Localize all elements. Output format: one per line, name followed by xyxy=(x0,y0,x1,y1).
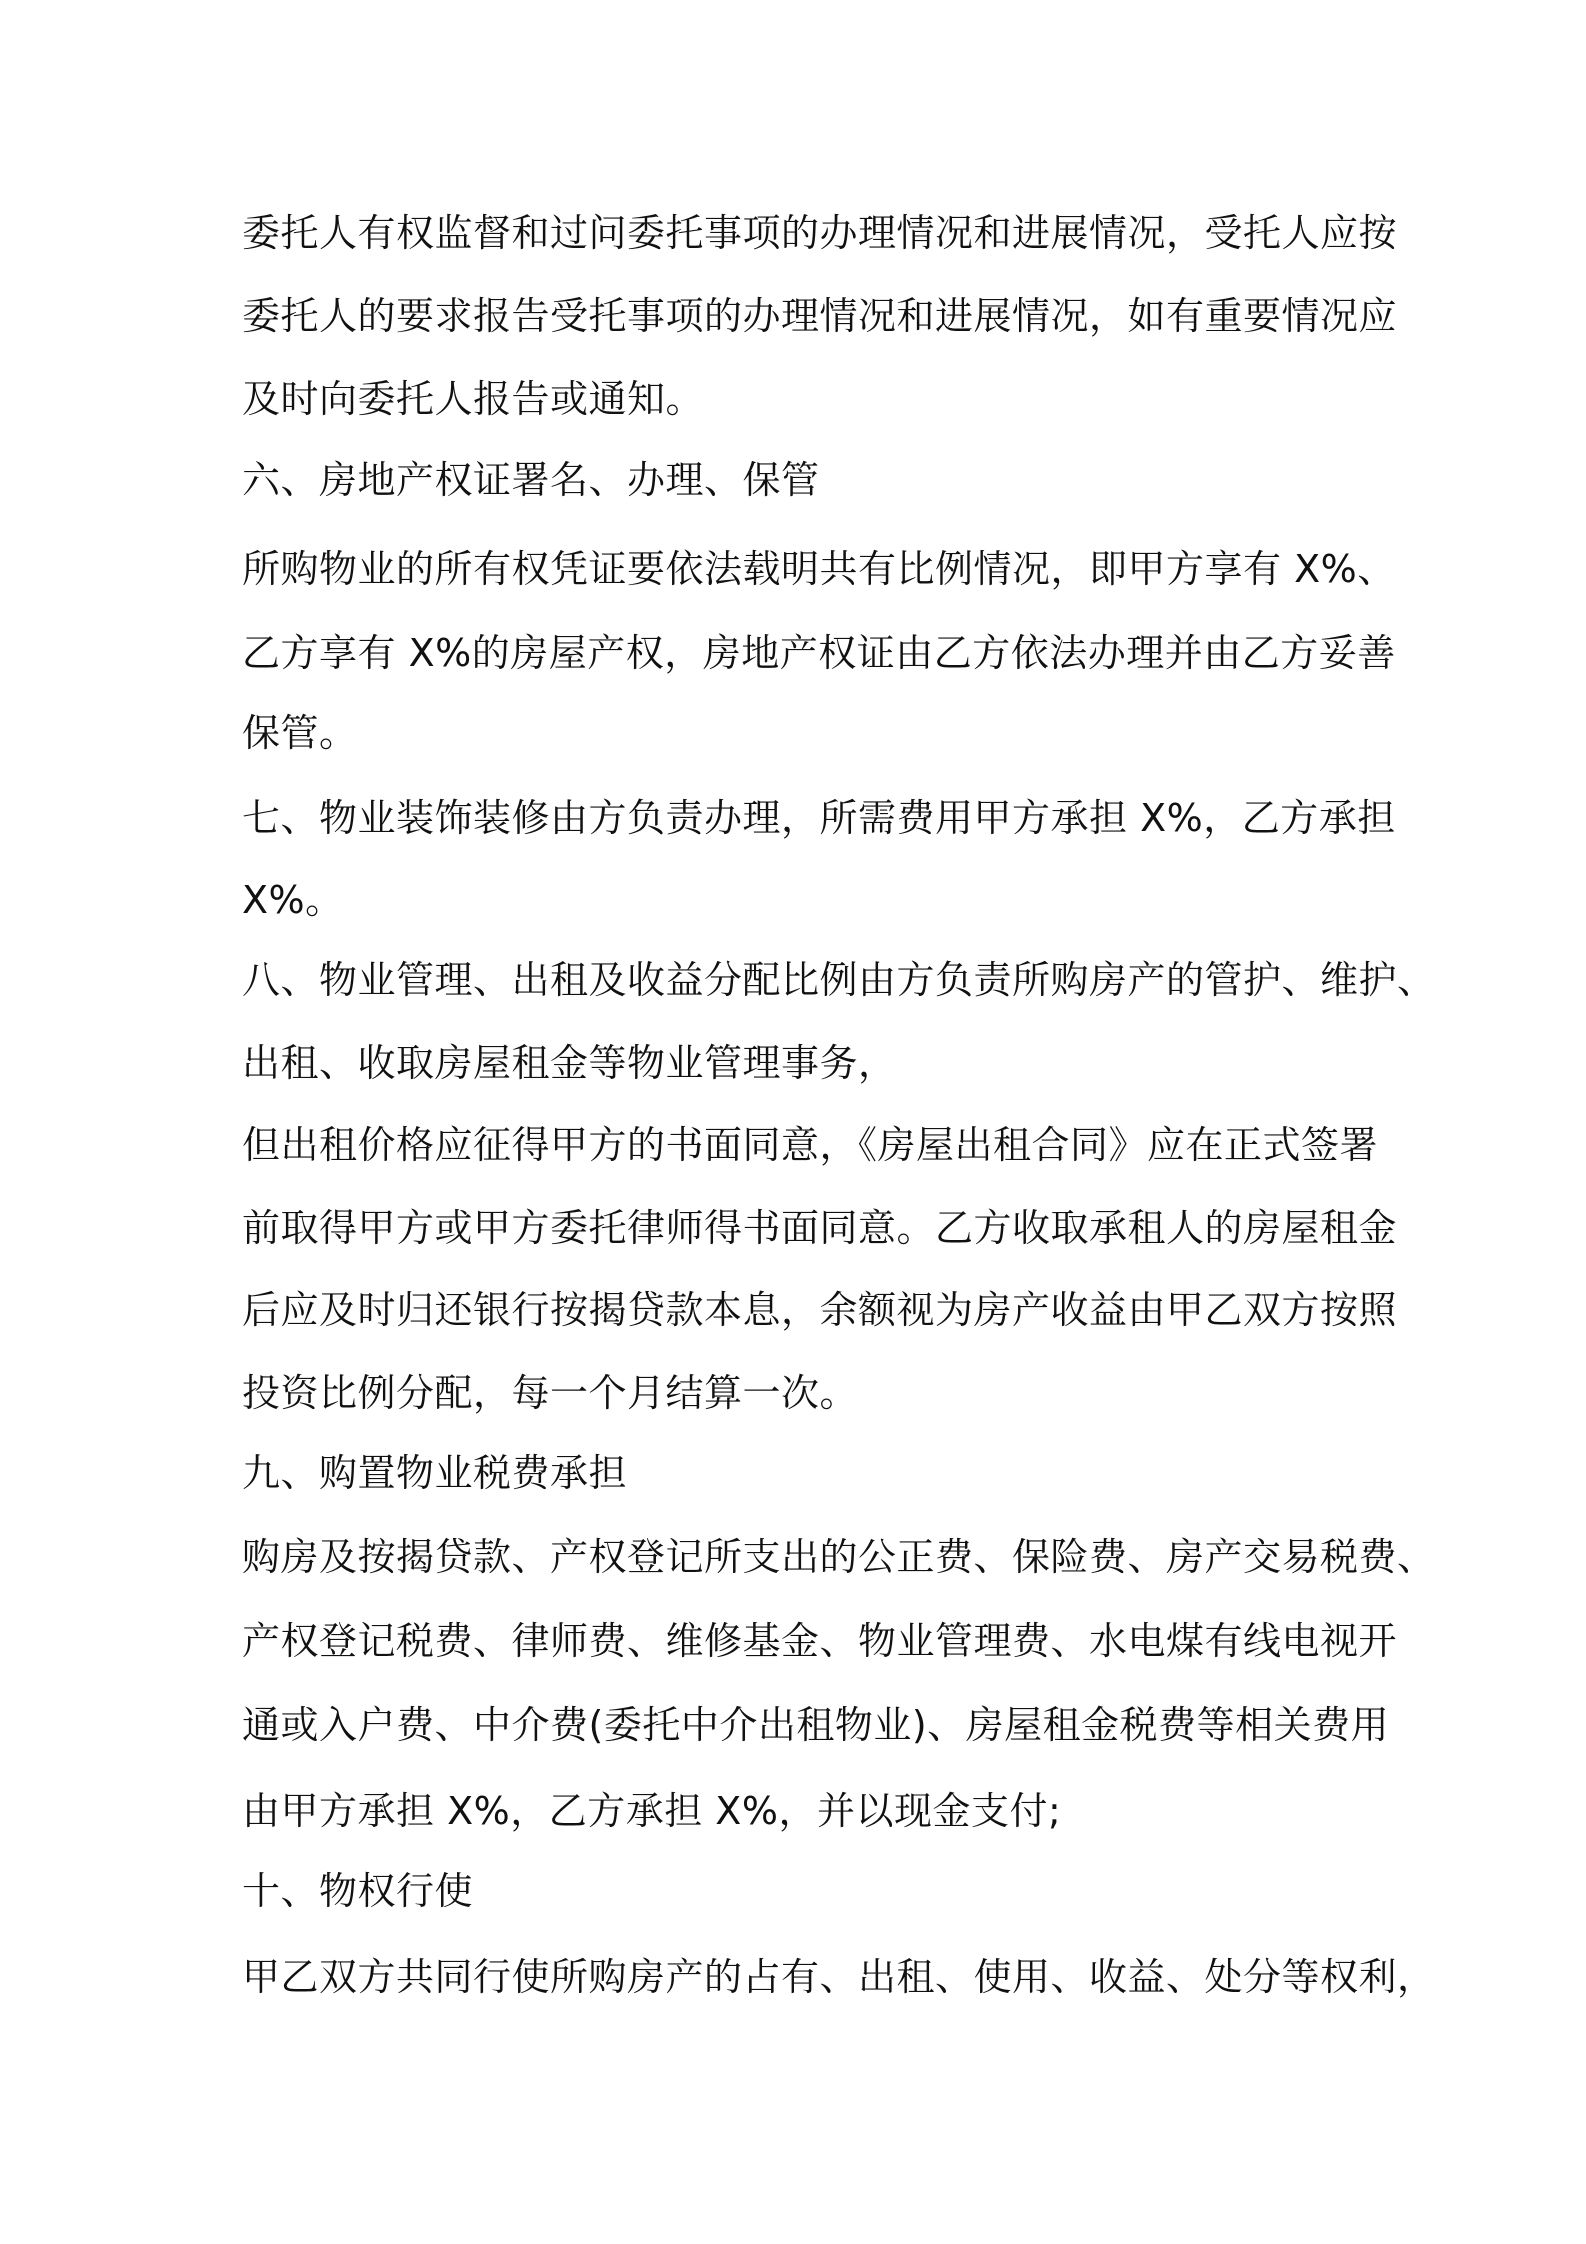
paragraph-line: 产权登记税费、律师费、维修基金、物业管理费、水电煤有线电视开 xyxy=(242,1619,1398,1663)
paragraph-line: 由甲方承担 X%，乙方承担 X%，并以现金支付; xyxy=(242,1789,1062,1833)
paragraph-line: 但出租价格应征得甲方的书面同意，《房屋出租合同》应在正式签署 xyxy=(242,1123,1379,1167)
paragraph-line: 及时向委托人报告或通知。 xyxy=(242,377,705,421)
paragraph-line: 乙方享有 X%的房屋产权，房地产权证由乙方依法办理并由乙方妥善 xyxy=(242,631,1396,675)
paragraph-line: X%。 xyxy=(242,878,344,922)
paragraph-line: 通或入户费、中介费(委托中介出租物业)、房屋租金税费等相关费用 xyxy=(242,1703,1390,1747)
section-heading-6: 六、房地产权证署名、办理、保管 xyxy=(242,458,820,502)
paragraph-line: 后应及时归还银行按揭贷款本息，余额视为房产收益由甲乙双方按照 xyxy=(242,1288,1398,1332)
paragraph-line: 前取得甲方或甲方委托律师得书面同意。乙方收取承租人的房屋租金 xyxy=(242,1206,1398,1250)
paragraph-line: 购房及按揭贷款、产权登记所支出的公正费、保险费、房产交易税费、 xyxy=(242,1535,1436,1579)
paragraph-line: 委托人的要求报告受托事项的办理情况和进展情况，如有重要情况应 xyxy=(242,294,1398,338)
section-heading-9: 九、购置物业税费承担 xyxy=(242,1451,628,1495)
paragraph-line: 出租、收取房屋租金等物业管理事务， xyxy=(242,1041,897,1085)
section-heading-10: 十、物权行使 xyxy=(242,1869,474,1913)
section-heading-7: 七、物业装饰装修由方负责办理，所需费用甲方承担 X%，乙方承担 xyxy=(242,796,1396,840)
paragraph-line: 委托人有权监督和过问委托事项的办理情况和进展情况，受托人应按 xyxy=(242,211,1398,255)
paragraph-line: 投资比例分配，每一个月结算一次。 xyxy=(242,1371,859,1415)
paragraph-line: 所购物业的所有权凭证要依法载明共有比例情况，即甲方享有 X%、 xyxy=(242,547,1396,591)
section-heading-8: 八、物业管理、出租及收益分配比例由方负责所购房产的管护、维护、 xyxy=(242,958,1436,1002)
paragraph-line: 甲乙双方共同行使所购房产的占有、出租、使用、收益、处分等权利， xyxy=(242,1955,1436,1999)
paragraph-line: 保管。 xyxy=(242,711,358,755)
